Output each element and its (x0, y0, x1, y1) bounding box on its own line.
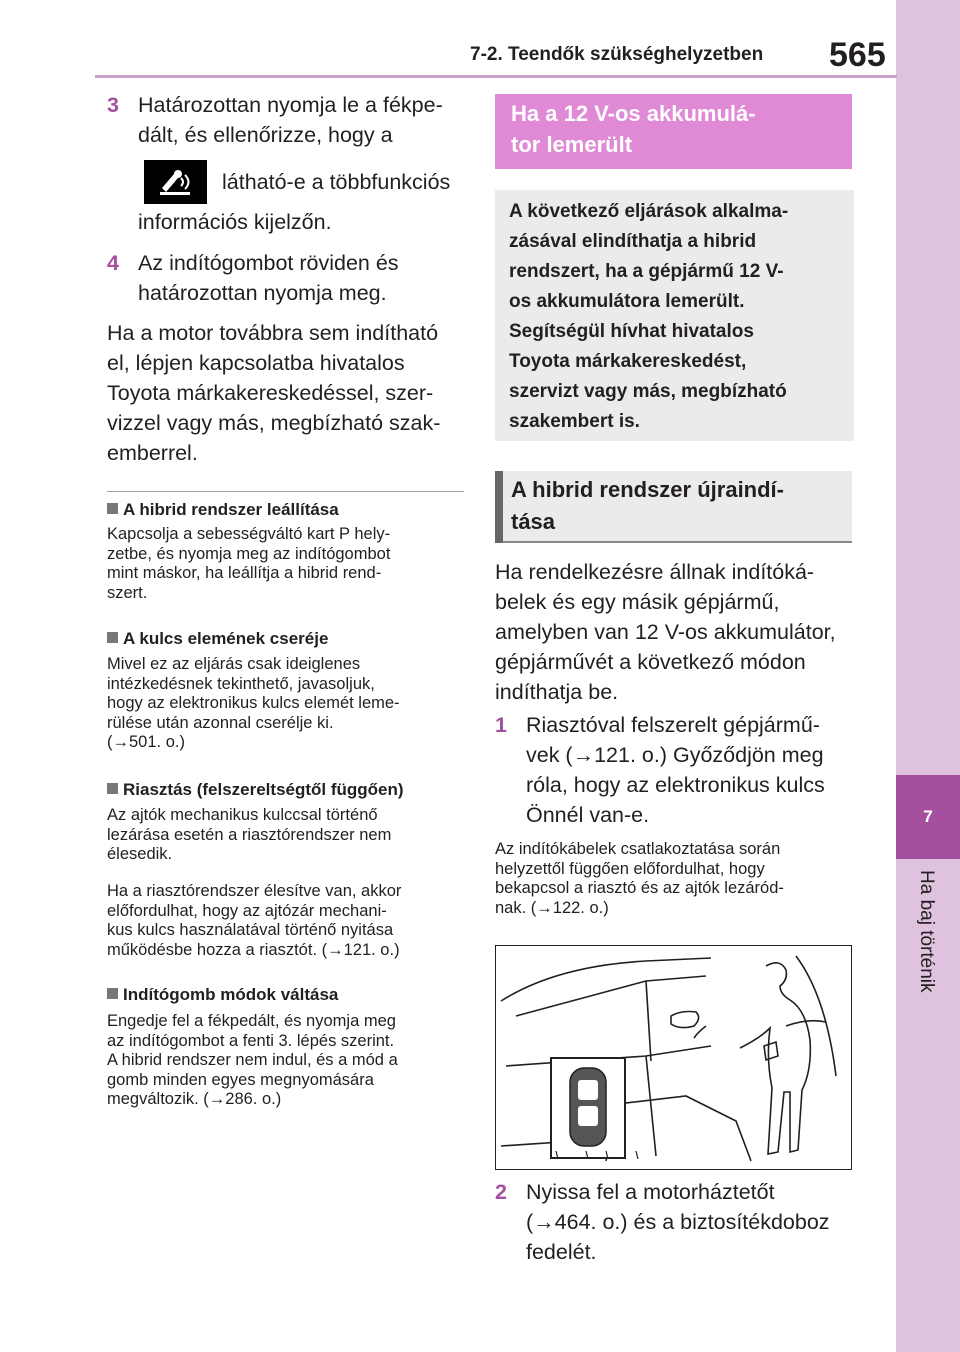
header-divider (95, 75, 897, 78)
page-number: 565 (829, 36, 886, 74)
note-text: Az ajtók mechanikus kulccsal történő lezárása esetén a riasztórendszer nem élesedik. (107, 806, 392, 863)
step-4-line-1: Az indítógombot röviden és (138, 251, 399, 275)
battery-section-heading: Ha a 12 V-os akkumulá- tor lemerült (495, 94, 852, 169)
restart-section-heading: A hibrid rendszer újraindí- tása (495, 471, 852, 543)
heading-accent-bar (495, 471, 503, 543)
paragraph-line: Ha a motor továbbra sem indítható (107, 321, 439, 345)
step-3-line-1: Határozottan nyomja le a fékpe- (138, 93, 443, 117)
step-3-line-2: dált, és ellenőrizze, hogy a (138, 123, 393, 147)
step-1-number: 1 (495, 713, 507, 737)
note-title: A kulcs elemének cseréje (107, 629, 328, 649)
step-3-line-3: látható-e a többfunkciós (222, 170, 451, 194)
illustration-car-door (495, 945, 852, 1170)
chapter-side-tab (896, 0, 960, 1352)
section-title: 7-2. Teendők szükséghelyzetben (470, 44, 764, 65)
step-1-text: Riasztóval felszerelt gépjármű- vek (→121. o.) Győződjön meg róla, hogy az elektronikus kulcs Önnél van-e. (526, 713, 825, 827)
car-with-person-illustration (496, 946, 850, 1168)
step-4-number: 4 (107, 251, 119, 275)
step-1-note: Az indítókábelek csatlakoztatása során helyzettől függően előfordulhat, hogy bekapcsol a riasztó és az ajtók lezáród- nak. (→122. o.) (495, 840, 784, 917)
paragraph-line: vizzel vagy más, megbízható szak- (107, 411, 441, 435)
bullet-square-icon (107, 503, 118, 514)
chapter-number-badge[interactable] (896, 775, 960, 859)
note-title: A hibrid rendszer leállítása (107, 500, 339, 520)
bullet-square-icon (107, 783, 118, 794)
notes-divider (107, 491, 464, 492)
chapter-number: 7 (923, 807, 933, 826)
note-text: Kapcsolja a sebességváltó kart P hely- zetbe, és nyomja meg az indítógombot mint máskor, ha leállítja a hibrid rend- szert. (107, 525, 391, 602)
step-2-number: 2 (495, 1180, 507, 1204)
key-fob-icon (144, 160, 207, 204)
step-4-line-2: határozottan nyomja meg. (138, 281, 387, 305)
bullet-square-icon (107, 632, 118, 643)
paragraph-line: emberrel. (107, 441, 198, 465)
note-text: Ha a riasztórendszer élesítve van, akkor előfordulhat, hogy az ajtózár mechani- kus kulcs használatával történő nyitása működésbe hozza a riasztót. (→121. o.) (107, 882, 402, 959)
hybrid-warning-indicator (144, 160, 207, 204)
note-text: Engedje fel a fékpedált, és nyomja meg az indítógombot a fenti 3. lépés szerint. A hibrid rendszer nem indul, és a mód a gomb minden egyes megnyomására megváltozik. (→286. o.) (107, 1012, 398, 1108)
step-3-line-4: információs kijelzőn. (138, 210, 332, 234)
paragraph-line: el, lépjen kapcsolatba hivatalos (107, 351, 405, 375)
intro-text: Ha rendelkezésre állnak indítóká- belek és egy másik gépjármű, amelyben van 12 V-os akkumulátor, gépjárművét a következő módon indíthatja be. (495, 560, 836, 704)
note-text: Mivel ez az eljárás csak ideiglenes intézkedésnek tekinthető, javasoljuk, hogy az elektronikus kulcs elemét leme- rülése után azonnal cserélje ki. (→501. o.) (107, 655, 400, 751)
paragraph-line: Toyota márkakereskedéssel, szer- (107, 381, 434, 405)
chapter-title: Ha baj történik (916, 870, 937, 993)
step-2-text: Nyissa fel a motorháztetőt (→464. o.) és a biztosítékdoboz fedelét. (526, 1180, 830, 1264)
bullet-square-icon (107, 988, 118, 999)
note-title: Indítógomb módok váltása (107, 985, 338, 1005)
step-3-number: 3 (107, 93, 119, 117)
note-title: Riasztás (felszereltségtől függően) (107, 780, 404, 800)
info-box: A következő eljárások alkalma- zásával elindíthatja a hibrid rendszert, ha a gépjármű 12 V- os akkumulátora lemerült. Segítségül hívhat hivatalos Toyota márkakereskedést, szervizt vagy más, megbízható szakembert is. (495, 190, 854, 441)
